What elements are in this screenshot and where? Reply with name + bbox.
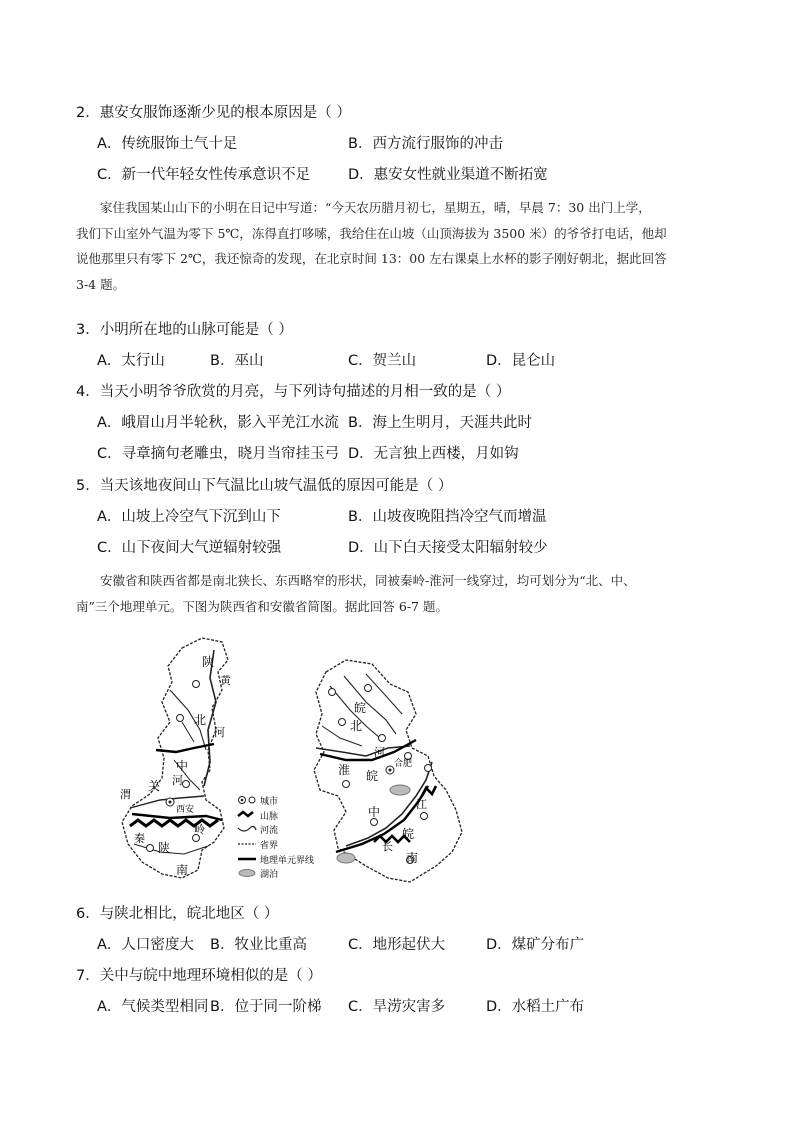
legend-lake: 湖泊 [260,870,279,880]
q6-option-c: C．地形起伏大 [348,937,446,953]
label-chang: 长 [382,840,393,853]
label-he: 河 [214,726,225,739]
passage2-line2: 南”三个地理单元。下图为陕西省和安徽省简图。据此回答 6-7 题。 [76,598,448,614]
q4-option-d: D．无言独上西楼，月如钩 [348,446,519,462]
q6-option-b: B．牧业比重高 [210,937,307,953]
q3-option-c: C．贺兰山 [348,353,417,369]
label-nan: 南 [176,863,189,877]
passage1-line3: 说他那里只有零下 2℃，我还惊奇的发现，在北京时间 13：00 左右课桌上水杯的影子刚好朝北，据此回答 [76,251,667,266]
legend-river: 河流 [260,826,279,836]
q6-option-a: A．人口密度大 [97,937,194,953]
label-huang: 黄 [220,674,231,687]
q4-option-b: B．海上生明月，天涯共此时 [348,415,532,431]
legend-city: 城市 [260,797,279,807]
label-shaan: 陕 [202,655,215,669]
province-maps-figure [110,630,480,888]
map-svg [110,630,480,888]
q6-option-d: D．煤矿分布广 [486,937,585,953]
label-bei: 北 [194,713,207,727]
question-3-stem: 3．小明所在地的山脉可能是（ ） [76,322,293,338]
label-jiang: 江 [416,798,427,811]
label-wan: 皖 [354,701,367,715]
label-wei: 渭 [120,788,131,801]
map-legend [238,795,314,880]
q7-option-c: C．旱涝灾害多 [348,999,446,1015]
passage1-line4: 3-4 题。 [76,276,126,292]
q5-option-b: B．山坡夜晚阻挡冷空气而增温 [348,509,547,525]
passage-3-4 [76,195,722,297]
label-he-2: 河 [172,774,183,787]
q3-option-b: B．巫山 [210,353,264,369]
q4-option-a: A．峨眉山月半轮秋，影入平羌江水流 [97,415,339,431]
legend-mountain: 山脉 [260,812,279,822]
question-4-stem: 4．当天小明爷爷欣赏的月亮，与下列诗句描述的月相一致的是（ ） [76,384,511,400]
label-guan: 关 [148,779,161,793]
question-2-stem: 2．惠安女服饰逐渐少见的根本原因是（ ） [76,105,351,121]
label-huai: 淮 [338,763,351,777]
label-wan-3: 皖 [402,827,415,841]
q2-option-c: C．新一代年轻女性传承意识不足 [97,167,311,183]
label-zhong: 中 [176,759,189,773]
q3-option-d: D．昆仑山 [486,353,556,369]
legend-province-border: 省界 [260,841,279,851]
question-7-stem: 7．关中与皖中地理环境相似的是（ ） [76,968,322,984]
question-6-stem: 6．与陕北相比，皖北地区（ ） [76,906,279,922]
q2-option-a: A．传统服饰土气十足 [97,136,238,152]
q2-option-d: D．惠安女性就业渠道不断拓宽 [348,167,548,183]
chaohu-lake [390,785,410,795]
passage-6-7 [76,568,722,619]
q5-option-a: A．山坡上冷空气下沉到山下 [97,509,281,525]
label-xian: 西安 [176,805,195,815]
q5-option-d: D．山下白天接受太阳辐射较少 [348,540,548,556]
q7-option-a: A．气候类型相同 [97,999,209,1015]
label-ling: 岭 [194,823,205,836]
passage2-line1: 安徽省和陕西省都是南北狭长、东西略窄的形状，同被秦岭-淮河一线穿过，均可划分为“北、中、 [100,573,636,588]
legend-unit-line: 地理单元界线 [260,856,315,866]
label-bei-2: 北 [350,719,363,733]
label-shaan-2: 陕 [158,841,171,855]
question-5-stem: 5．当天该地夜间山下气温比山坡气温低的原因可能是（ ） [76,478,453,494]
q4-option-c: C．寻章摘句老雕虫，晓月当帘挂玉弓 [97,446,340,462]
q5-option-c: C．山下夜间大气逆辐射较强 [97,540,282,556]
label-qin: 秦 [134,832,145,845]
label-wan-2: 皖 [366,769,379,783]
passage1-line1: 家住我国某山山下的小明在日记中写道：“今天农历腊月初七，星期五，晴，早晨 7：30 出门上学， [100,200,651,215]
label-nan-2: 南 [406,851,419,865]
q7-option-d: D．水稻土广布 [486,999,585,1015]
q2-option-b: B．西方流行服饰的冲击 [348,136,503,152]
passage1-line2: 我们下山室外气温为零下 5℃，冻得直打哆嗦，我给住在山坡（山顶海拔为 3500 米）的爷爷打电话，他却 [76,225,667,241]
q7-option-b: B．位于同一阶梯 [210,999,322,1015]
label-hefei: 合肥 [394,759,413,769]
label-he-3: 河 [374,746,385,759]
q3-option-a: A．太行山 [97,353,165,369]
label-zhong-2: 中 [368,805,381,819]
